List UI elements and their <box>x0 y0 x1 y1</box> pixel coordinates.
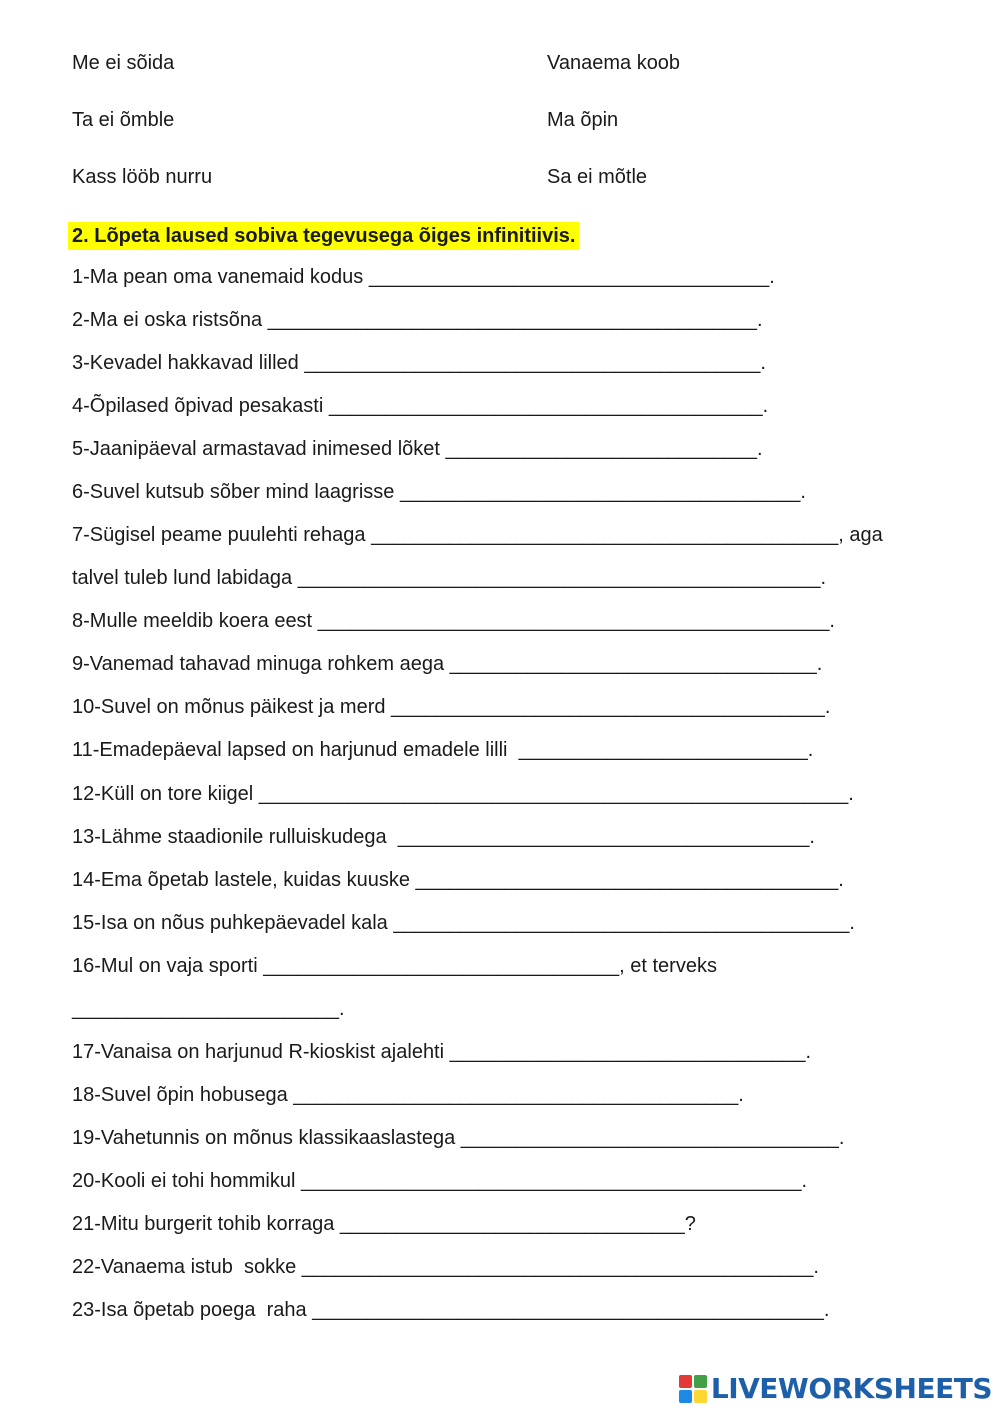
sentence-line[interactable]: 9-Vanemad tahavad minuga rohkem aega _________________________________. <box>72 653 823 675</box>
sentence-line[interactable]: 1-Ma pean oma vanemaid kodus ____________________________________. <box>72 266 775 288</box>
sentence-line[interactable]: 23-Isa õpetab poega raha ______________________________________________. <box>72 1299 830 1321</box>
sentence-line[interactable]: 17-Vanaisa on harjunud R-kioskist ajalehti ________________________________. <box>72 1041 812 1063</box>
sentence-line[interactable]: 15-Isa on nõus puhkepäevadel kala _________________________________________. <box>72 912 855 934</box>
word-right: Sa ei mõtle <box>547 166 648 188</box>
sentence-line[interactable]: 21-Mitu burgerit tohib korraga _______________________________? <box>72 1213 696 1235</box>
exercise-heading: 2. Lõpeta laused sobiva tegevusega õiges infinitiivis. <box>68 222 579 250</box>
sentence-line[interactable]: 3-Kevadel hakkavad lilled _________________________________________. <box>72 352 766 374</box>
sentence-line[interactable]: 12-Küll on tore kiigel _____________________________________________________. <box>72 783 854 805</box>
word-left: Kass lööb nurru <box>72 166 213 188</box>
brand-name: LIVEWORKSHEETS <box>710 1372 992 1405</box>
sentence-line-continued[interactable]: ________________________. <box>72 998 345 1020</box>
sentence-line[interactable]: 8-Mulle meeldib koera eest ______________________________________________. <box>72 610 835 632</box>
sentence-line[interactable]: 14-Ema õpetab lastele, kuidas kuuske ______________________________________. <box>72 869 844 891</box>
liveworksheets-logo-icon <box>679 1375 707 1403</box>
sentence-line[interactable]: 2-Ma ei oska ristsõna ____________________________________________. <box>72 309 763 331</box>
sentence-line[interactable]: 13-Lähme staadionile rulluiskudega _____________________________________. <box>72 826 815 848</box>
word-row <box>72 48 932 78</box>
word-row <box>72 105 932 135</box>
word-right: Ma õpin <box>547 109 619 131</box>
sentence-line[interactable]: 18-Suvel õpin hobusega ________________________________________. <box>72 1084 744 1106</box>
sentence-line[interactable]: 5-Jaanipäeval armastavad inimesed lõket ____________________________. <box>72 438 763 460</box>
sentence-line[interactable]: 7-Sügisel peame puulehti rehaga __________________________________________, aga <box>72 524 883 546</box>
sentence-line[interactable]: 4-Õpilased õpivad pesakasti _______________________________________. <box>72 395 769 417</box>
sentence-line[interactable]: 22-Vanaema istub sokke ______________________________________________. <box>72 1256 819 1278</box>
word-right: Vanaema koob <box>547 52 681 74</box>
word-left: Me ei sõida <box>72 52 175 74</box>
word-row <box>72 162 932 192</box>
sentence-line[interactable]: 6-Suvel kutsub sõber mind laagrisse ____________________________________. <box>72 481 806 503</box>
sentence-line[interactable]: 20-Kooli ei tohi hommikul _____________________________________________. <box>72 1170 808 1192</box>
sentence-line-continued[interactable]: talvel tuleb lund labidaga _______________________________________________. <box>72 567 827 589</box>
sentence-line[interactable]: 10-Suvel on mõnus päikest ja merd _______________________________________. <box>72 696 831 718</box>
sentence-line[interactable]: 16-Mul on vaja sporti ________________________________, et terveks <box>72 955 717 977</box>
liveworksheets-brand <box>679 1371 992 1407</box>
sentence-line[interactable]: 11-Emadepäeval lapsed on harjunud emadele lilli __________________________. <box>72 739 814 761</box>
word-left: Ta ei õmble <box>72 109 175 131</box>
sentence-line[interactable]: 19-Vahetunnis on mõnus klassikaaslastega __________________________________. <box>72 1127 845 1149</box>
